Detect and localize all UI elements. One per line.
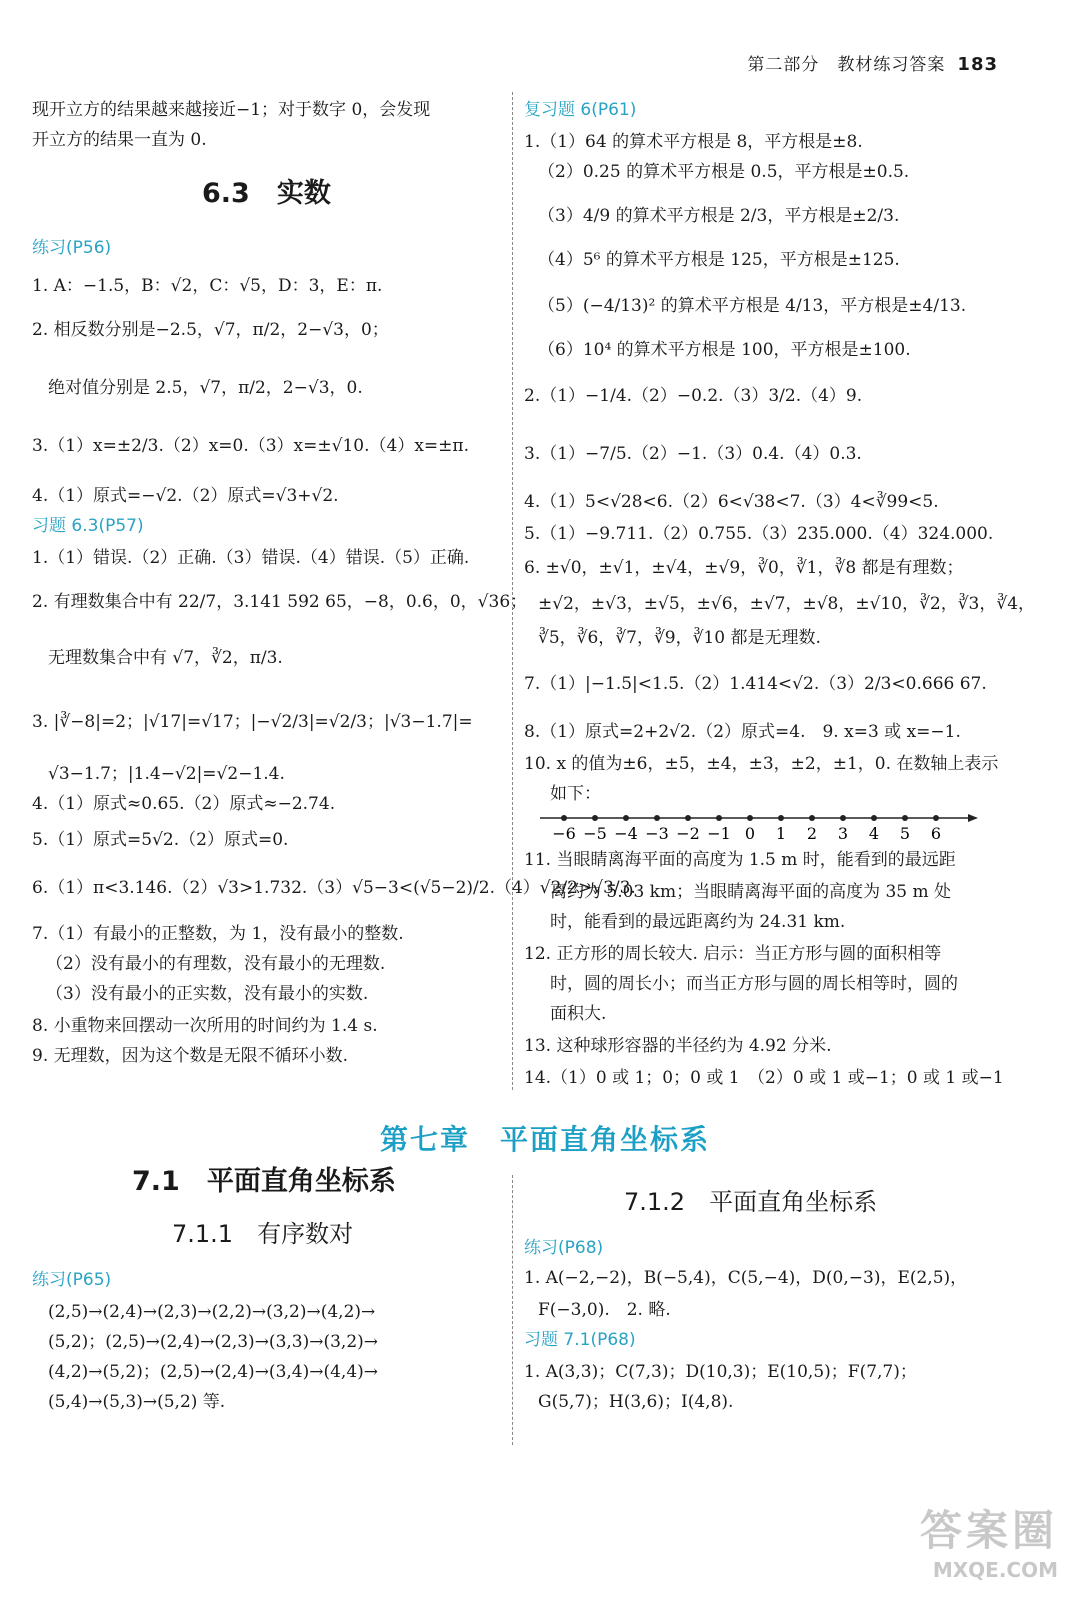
bottom-left-line: (2,5)→(2,4)→(2,3)→(2,2)→(3,2)→(4,2)→: [48, 1302, 376, 1322]
right-line: 如下：: [550, 784, 601, 804]
left-line: （3）没有最小的正实数，没有最小的实数.: [46, 984, 369, 1004]
bottom-right-line: 1. A(3,3)；C(7,3)；D(10,3)；E(10,5)；F(7,7)；: [524, 1362, 917, 1382]
number-line-point: [840, 815, 846, 821]
bottom-right-line: 练习(P68): [524, 1238, 604, 1258]
left-line: 练习(P56): [32, 238, 112, 258]
left-line: 4.（1）原式=−√2.（2）原式=√3+√2.: [32, 486, 339, 506]
right-line: ±√2，±√3，±√5，±√6，±√7，±√8，±√10，∛2，∛3，∛4，: [538, 594, 1036, 614]
right-line: 复习题 6(P61): [524, 100, 637, 120]
number-line-point: [871, 815, 877, 821]
right-line: （4）5⁶ 的算术平方根是 125，平方根是±125.: [538, 250, 900, 270]
chapter-title: 第七章 平面直角坐标系: [379, 1123, 710, 1156]
bottom-left-line: (5,2)；(2,5)→(2,4)→(2,3)→(3,3)→(3,2)→: [48, 1332, 379, 1352]
number-line-label: −6: [552, 824, 576, 843]
number-line-label: −4: [614, 824, 638, 843]
bottom-right-line: 7.1.2 平面直角坐标系: [624, 1188, 878, 1216]
right-line: 5.（1）−9.711.（2）0.755.（3）235.000.（4）324.000.: [524, 524, 994, 544]
bottom-right-line: G(5,7)；H(3,6)；I(4,8).: [538, 1392, 734, 1412]
left-line: 现开立方的结果越来越接近−1；对于数字 0，会发现: [32, 100, 431, 120]
right-line: 时，能看到的最远距离约为 24.31 km.: [550, 912, 846, 932]
left-line: 开立方的结果一直为 0.: [32, 130, 207, 150]
number-line-point: [592, 815, 598, 821]
left-line: 7.（1）有最小的正整数，为 1，没有最小的整数.: [32, 924, 404, 944]
number-line-label: 1: [775, 824, 787, 843]
left-line: 1. A：−1.5，B：√2，C：√5，D：3，E：π.: [32, 276, 383, 296]
left-line: 2. 有理数集合中有 22/7，3.141 592 65，−8，0.6，0，√36；: [32, 592, 528, 612]
watermark: [920, 1498, 1058, 1582]
right-line: 14.（1）0 或 1；0；0 或 1 （2）0 或 1 或−1；0 或 1 或−1: [524, 1068, 1004, 1088]
number-line-label: 0: [744, 824, 756, 843]
bottom-left-line: (5,4)→(5,3)→(5,2) 等.: [48, 1392, 226, 1412]
number-line-label: 2: [806, 824, 818, 843]
right-line: 11. 当眼睛离海平面的高度为 1.5 m 时，能看到的最远距: [524, 850, 956, 870]
number-line-label: −3: [645, 824, 669, 843]
left-line: 2. 相反数分别是−2.5，√7，π/2，2−√3，0；: [32, 320, 389, 340]
number-line-point: [654, 815, 660, 821]
watermark-url: MXQE.COM: [932, 1558, 1058, 1582]
left-line: 9. 无理数，因为这个数是无限不循环小数.: [32, 1046, 349, 1066]
bottom-right-line: 习题 7.1(P68): [524, 1330, 636, 1350]
right-line: （2）0.25 的算术平方根是 0.5，平方根是±0.5.: [538, 162, 910, 182]
number-line-point: [933, 815, 939, 821]
right-line: ∛5，∛6，∛7，∛9，∛10 都是无理数.: [538, 628, 821, 648]
number-line-point: [747, 815, 753, 821]
number-line-arrow: [968, 814, 978, 822]
number-line-label: −1: [707, 824, 731, 843]
left-line: √3−1.7；|1.4−√2|=√2−1.4.: [48, 764, 285, 784]
page-number: 183: [957, 54, 998, 75]
left-line: 6.（1）π<3.146.（2）√3>1.732.（3）√5−3<(√5−2)/2.（4）√2/2>√3/3.: [32, 878, 636, 898]
left-line: 3. |∛−8|=2；|√17|=√17；|−√2/3|=√2/3；|√3−1.7|=: [32, 712, 473, 732]
right-line: 10. x 的值为±6，±5，±4，±3，±2，±1，0. 在数轴上表示: [524, 754, 999, 774]
bottom-left-line: 练习(P65): [32, 1270, 112, 1290]
number-line-point: [685, 815, 691, 821]
right-line: 8.（1）原式=2+2√2.（2）原式=4. 9. x=3 或 x=−1.: [524, 722, 961, 742]
right-line: （3）4/9 的算术平方根是 2/3，平方根是±2/3.: [538, 206, 900, 226]
left-line: （2）没有最小的有理数，没有最小的无理数.: [46, 954, 386, 974]
number-line-label: 5: [899, 824, 911, 843]
left-line: 6.3 实数: [202, 178, 331, 209]
right-line: 4.（1）5<√28<6.（2）6<√38<7.（3）4<∛99<5.: [524, 492, 939, 512]
number-line-label: 3: [837, 824, 849, 843]
right-line: 7.（1）|−1.5|<1.5̇.（2）1.414<√2.（3）2/3<0.666 67.: [524, 674, 987, 694]
column-divider-bottom: [512, 1175, 513, 1445]
number-line-point: [809, 815, 815, 821]
number-line-label: −5: [583, 824, 607, 843]
right-line: 1.（1）64 的算术平方根是 8，平方根是±8.: [524, 132, 863, 152]
number-line-point: [561, 815, 567, 821]
left-line: 习题 6.3(P57): [32, 516, 144, 536]
right-line: 13. 这种球形容器的半径约为 4.92 分米.: [524, 1036, 832, 1056]
bottom-left-line: 7.1 平面直角坐标系: [132, 1166, 396, 1197]
right-line: 12. 正方形的周长较大. 启示：当正方形与圆的面积相等: [524, 944, 942, 964]
number-line-label: −2: [676, 824, 700, 843]
left-line: 8. 小重物来回摆动一次所用的时间约为 1.4 s.: [32, 1016, 378, 1036]
right-line: 6. ±√0，±√1，±√4，±√9，∛0，∛1，∛8 都是有理数；: [524, 558, 964, 578]
right-line: 离约为 5.03 km；当眼睛离海平面的高度为 35 m 处: [550, 882, 952, 902]
right-line: （5）(−4/13)² 的算术平方根是 4/13，平方根是±4/13.: [538, 296, 967, 316]
right-line: （6）10⁴ 的算术平方根是 100，平方根是±100.: [538, 340, 911, 360]
right-line: 时，圆的周长小；而当正方形与圆的周长相等时，圆的: [550, 974, 958, 994]
number-line: [540, 806, 980, 846]
number-line-point: [778, 815, 784, 821]
left-line: 绝对值分别是 2.5，√7，π/2，2−√3，0.: [48, 378, 363, 398]
bottom-right-line: F(−3,0). 2. 略.: [538, 1300, 671, 1320]
number-line-label: 4: [868, 824, 880, 843]
left-line: 5.（1）原式=5√2.（2）原式=0.: [32, 830, 289, 850]
number-line-point: [902, 815, 908, 821]
left-line: 无理数集合中有 √7，∛2，π/3.: [48, 648, 283, 668]
number-line-label: 6: [930, 824, 942, 843]
watermark-logo: 答案圈: [919, 1506, 1058, 1555]
page-header: [747, 50, 998, 75]
right-line: 面积大.: [550, 1004, 607, 1024]
number-line-point: [716, 815, 722, 821]
right-line: 2.（1）−1/4.（2）−0.2.（3）3/2.（4）9.: [524, 386, 863, 406]
left-line: 1.（1）错误.（2）正确.（3）错误.（4）错误.（5）正确.: [32, 548, 470, 568]
left-line: 4.（1）原式≈0.65.（2）原式≈−2.74.: [32, 794, 336, 814]
right-line: 3.（1）−7/5.（2）−1.（3）0.4.（4）0.3.: [524, 444, 862, 464]
left-line: 3.（1）x=±2/3.（2）x=0.（3）x=±√10.（4）x=±π.: [32, 436, 469, 456]
bottom-left-line: (4,2)→(5,2)；(2,5)→(2,4)→(3,4)→(4,4)→: [48, 1362, 379, 1382]
bottom-left-line: 7.1.1 有序数对: [172, 1220, 354, 1248]
bottom-right-line: 1. A(−2,−2)，B(−5,4)，C(5,−4)，D(0,−3)，E(2,5)，: [524, 1268, 968, 1288]
number-line-point: [623, 815, 629, 821]
header-part: 第二部分 教材练习答案: [747, 55, 946, 75]
